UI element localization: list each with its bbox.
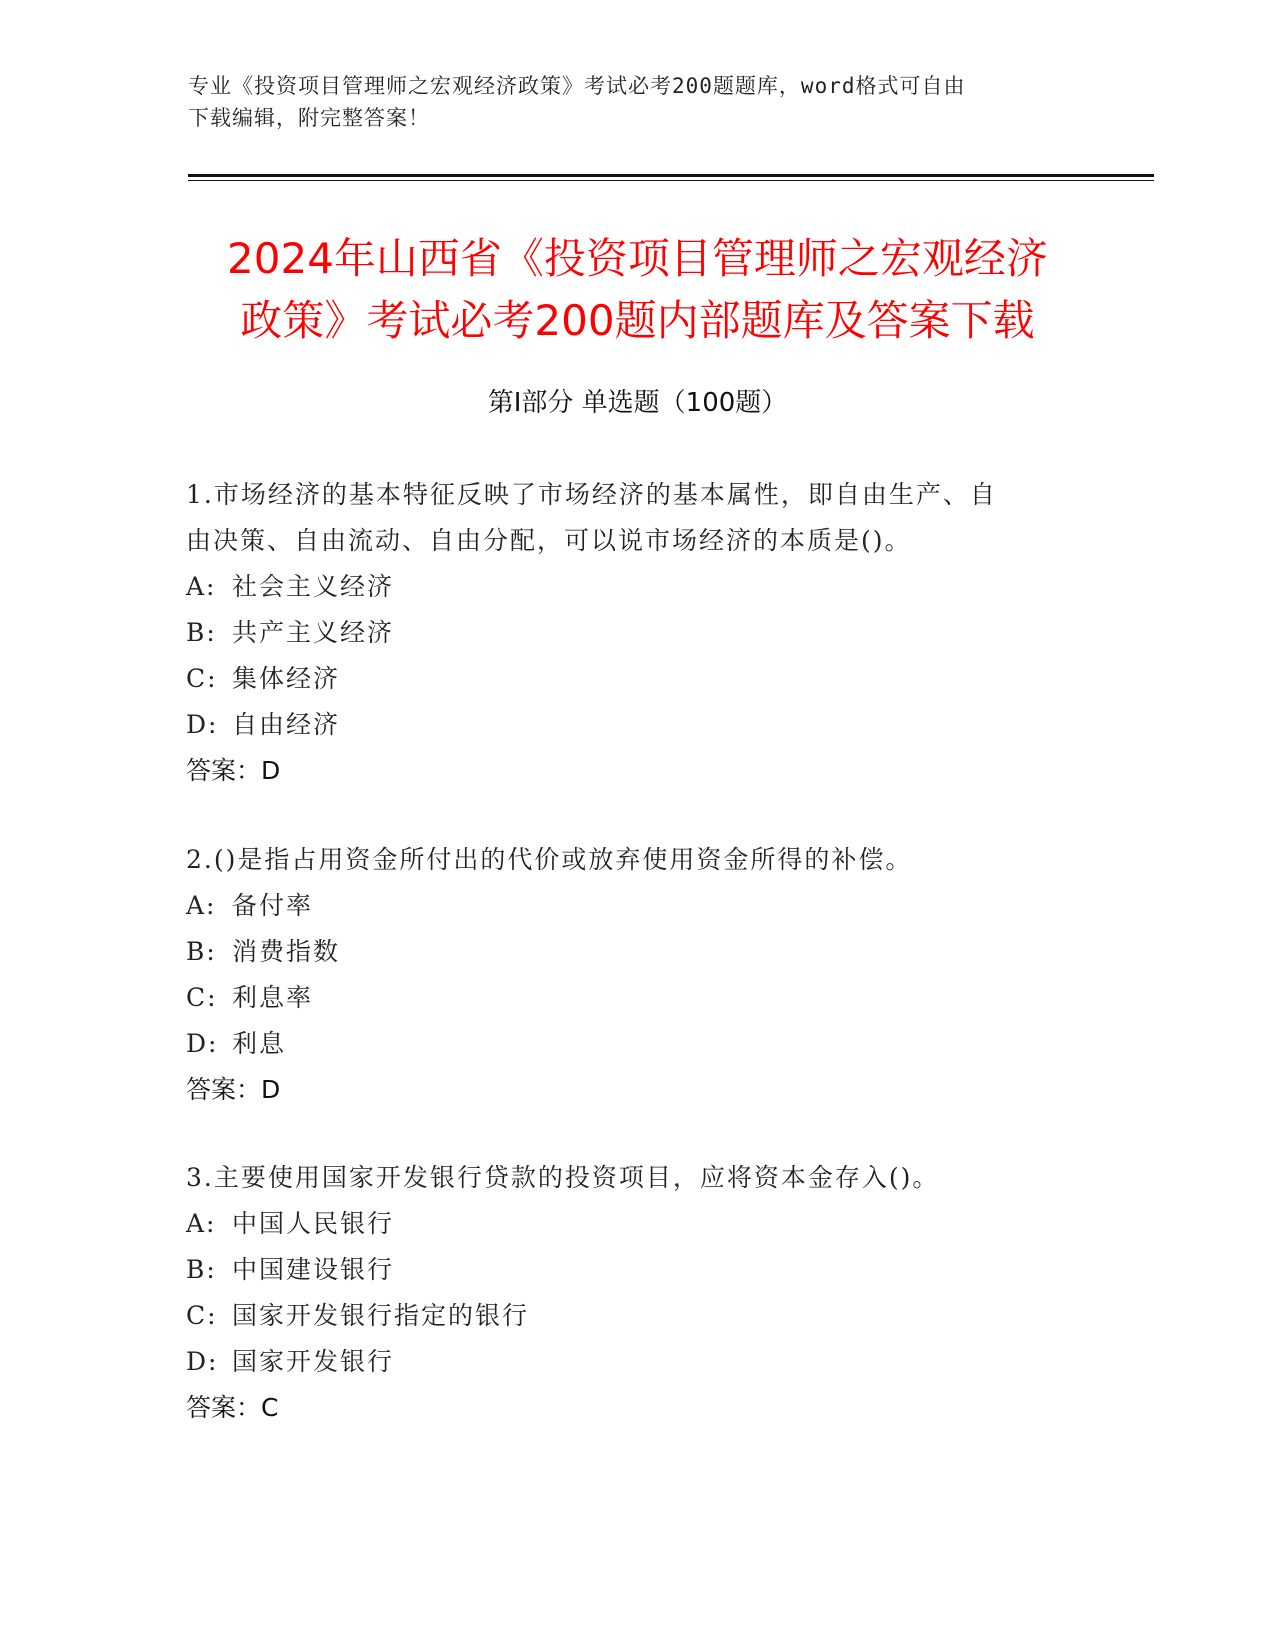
answer-line: 答案：D [186,1075,281,1104]
option-key: B: [186,618,217,647]
question-stem-line-2: 由决策、自由流动、自由分配，可以说市场经济的本质是()。 [186,526,912,555]
option-d [186,1021,1086,1067]
question-3 [186,1155,1086,1431]
option-c [186,1293,1086,1339]
option-b [186,610,1086,656]
option-text: 中国建设银行 [232,1255,395,1284]
question-stem [186,472,1086,564]
document-title-line-2: 政策》考试必考200题内部题库及答案下载 [240,296,1035,345]
document-header-note [188,70,1088,134]
option-key: C: [186,664,218,693]
option-key: D: [186,710,219,739]
option-key: A: [186,891,217,920]
option-text: 共产主义经济 [232,618,395,647]
question-stem-line-1: 3.主要使用国家开发银行贷款的投资项目，应将资本金存入()。 [186,1163,940,1192]
answer-line: 答案：D [186,756,281,785]
option-d [186,702,1086,748]
option-d [186,1339,1086,1385]
option-key: D: [186,1347,219,1376]
option-text: 备付率 [232,891,314,920]
question-stem-line-1: 2.()是指占用资金所付出的代价或放弃使用资金所得的补偿。 [186,845,913,874]
option-key: C: [186,1301,218,1330]
question-stem [186,1155,1086,1201]
option-a [186,564,1086,610]
header-divider-thick [188,174,1154,177]
option-key: B: [186,937,217,966]
option-text: 国家开发银行指定的银行 [232,1301,530,1330]
header-note-line-2: 下载编辑，附完整答案！ [188,106,430,130]
option-key: A: [186,1209,217,1238]
option-text: 中国人民银行 [232,1209,395,1238]
option-a [186,1201,1086,1247]
option-text: 社会主义经济 [232,572,395,601]
option-text: 国家开发银行 [232,1347,395,1376]
option-text: 利息 [232,1029,287,1058]
answer-line: 答案：C [186,1393,279,1422]
option-key: A: [186,572,217,601]
option-b [186,1247,1086,1293]
option-key: B: [186,1255,217,1284]
option-c [186,975,1086,1021]
option-key: D: [186,1029,219,1058]
document-title [140,228,1135,352]
option-text: 集体经济 [232,664,341,693]
question-stem-line-1: 1.市场经济的基本特征反映了市场经济的基本属性，即自由生产、自 [186,480,997,509]
option-text: 利息率 [232,983,314,1012]
option-a [186,883,1086,929]
header-divider-thin [188,180,1154,181]
option-c [186,656,1086,702]
option-text: 自由经济 [232,710,341,739]
option-b [186,929,1086,975]
question-1 [186,472,1086,794]
section-heading: 第Ⅰ部分 单选题（100题） [487,388,788,418]
header-note-line-1: 专业《投资项目管理师之宏观经济政策》考试必考200题题库，word格式可自由 [188,74,966,98]
question-2 [186,837,1086,1113]
option-key: C: [186,983,218,1012]
question-stem [186,837,1086,883]
document-title-line-1: 2024年山西省《投资项目管理师之宏观经济 [227,234,1048,283]
option-text: 消费指数 [232,937,341,966]
